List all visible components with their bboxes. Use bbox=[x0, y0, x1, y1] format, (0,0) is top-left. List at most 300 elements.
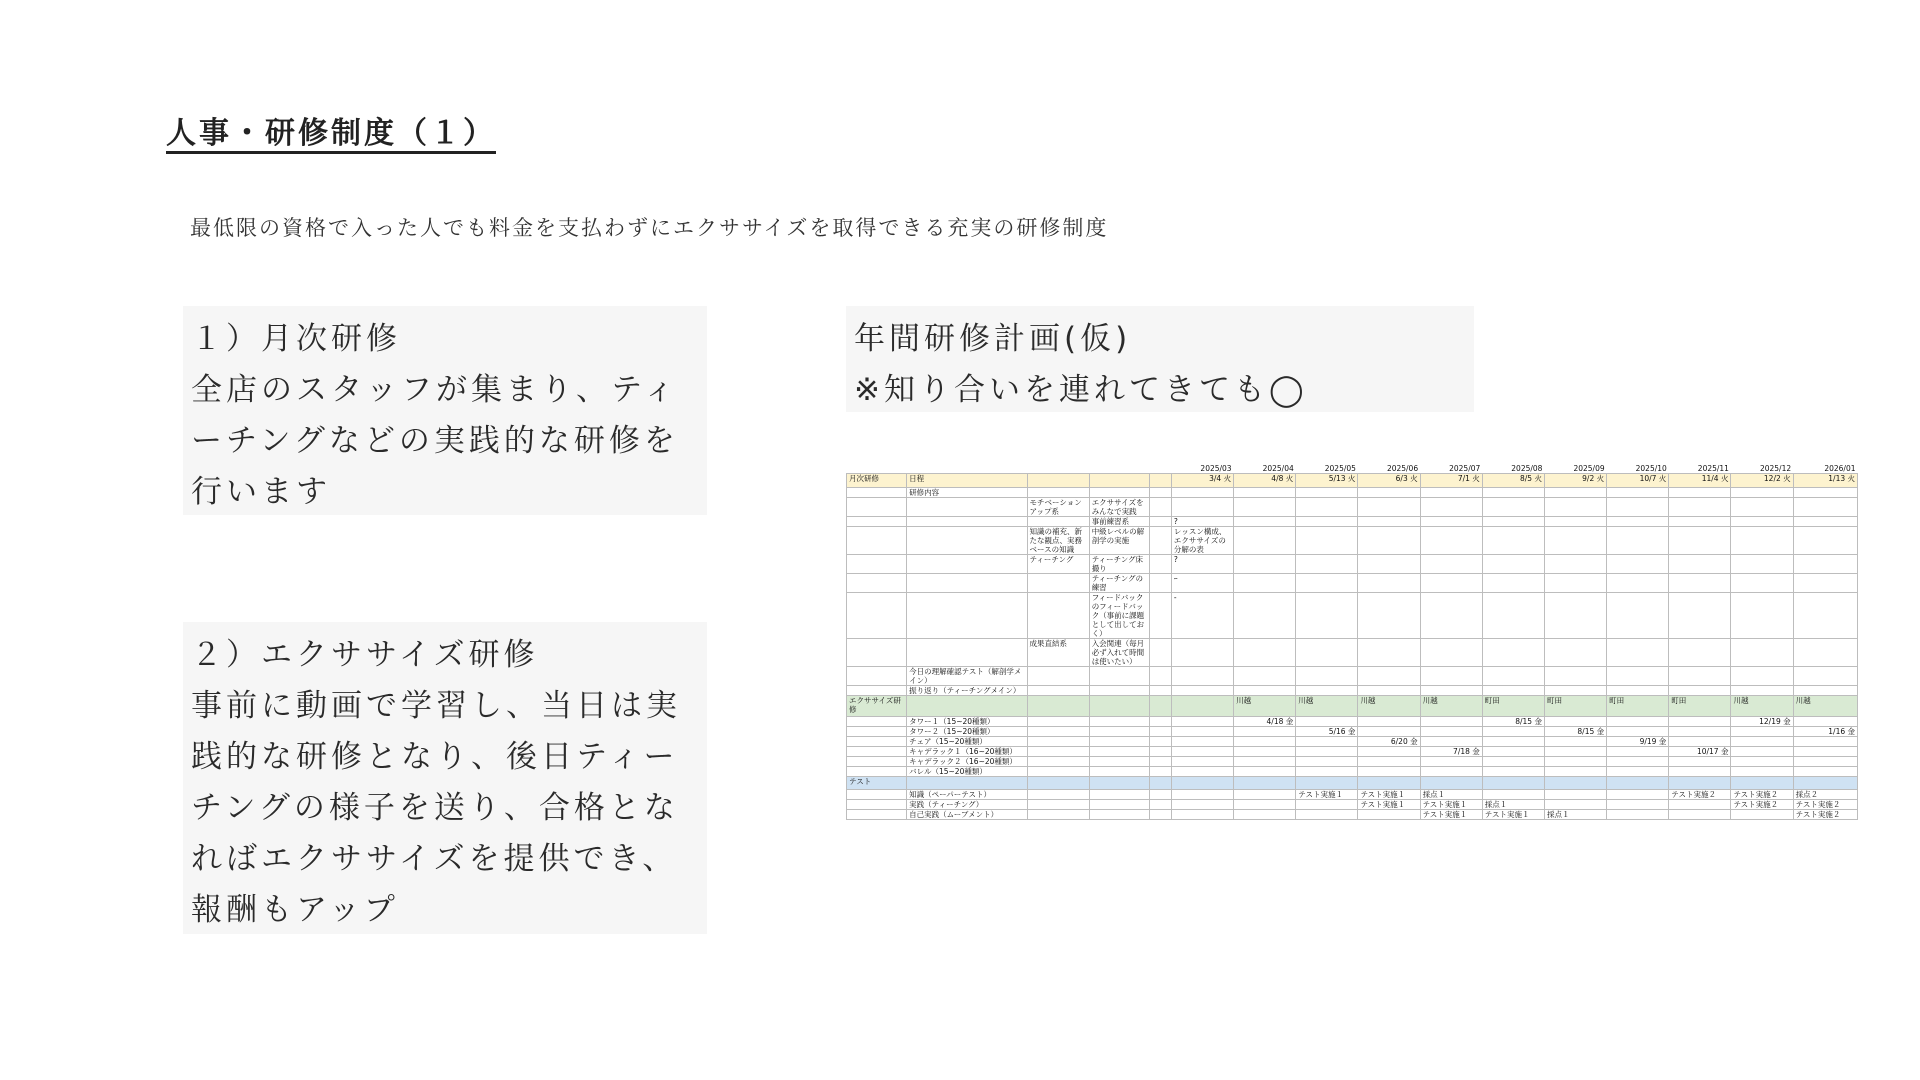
spacer-cell bbox=[847, 498, 907, 517]
month-cell bbox=[1669, 717, 1731, 727]
month-cell bbox=[1793, 717, 1857, 727]
month-cell bbox=[1544, 527, 1606, 555]
month-cell bbox=[1731, 639, 1793, 667]
month-cell bbox=[1296, 639, 1358, 667]
month-cell bbox=[1234, 810, 1296, 820]
spacer-cell bbox=[1731, 777, 1793, 790]
month-cell bbox=[1234, 800, 1296, 810]
month-cell bbox=[1669, 810, 1731, 820]
month-cell bbox=[1296, 810, 1358, 820]
schedule-date-cell: 8/5 火 bbox=[1482, 474, 1544, 488]
spacer-cell bbox=[847, 767, 907, 777]
content-item-cell: フィードバックのフィードバック（事前に課題として出しておく） bbox=[1089, 593, 1149, 639]
month-cell: 8/15 金 bbox=[1482, 717, 1544, 727]
month-cell: 5/16 金 bbox=[1296, 727, 1358, 737]
month-cell bbox=[1607, 517, 1669, 527]
month-header-cell: 2025/05 bbox=[1324, 464, 1356, 473]
schedule-date-cell: 12/2 火 bbox=[1731, 474, 1793, 488]
spacer-cell bbox=[907, 696, 1027, 717]
month-cell bbox=[1544, 639, 1606, 667]
month-cell bbox=[1420, 639, 1482, 667]
exercise-name-cell: キャデラック２（16~20種類） bbox=[907, 757, 1027, 767]
month-cell bbox=[1731, 747, 1793, 757]
month-cell bbox=[1669, 527, 1731, 555]
month-cell bbox=[1482, 686, 1544, 696]
training-content-row bbox=[847, 498, 1858, 517]
month-cell bbox=[1358, 488, 1420, 498]
spacer-cell bbox=[1089, 757, 1149, 767]
month-cell bbox=[1482, 767, 1544, 777]
test-row bbox=[847, 790, 1858, 800]
monthly-training-heading: １）月次研修 bbox=[191, 321, 401, 357]
spacer-cell bbox=[847, 686, 907, 696]
month-cell bbox=[1296, 767, 1358, 777]
month-cell bbox=[1544, 593, 1606, 639]
month-cell bbox=[1669, 498, 1731, 517]
month-cell bbox=[1358, 555, 1420, 574]
content-label-cell bbox=[907, 527, 1027, 555]
month-cell bbox=[1544, 737, 1606, 747]
month-cell bbox=[1296, 717, 1358, 727]
month-cell bbox=[1296, 498, 1358, 517]
staff-cell: 町田 bbox=[1669, 696, 1731, 717]
month-cell bbox=[1793, 593, 1857, 639]
month-cell bbox=[1607, 767, 1669, 777]
month-cell bbox=[1171, 488, 1233, 498]
test-name-cell: 自己実践（ムーブメント） bbox=[907, 810, 1027, 820]
spacer-cell bbox=[847, 727, 907, 737]
row-label-cell: 月次研修 bbox=[847, 474, 907, 488]
spacer-cell bbox=[1027, 717, 1089, 727]
spacer-cell bbox=[1089, 767, 1149, 777]
month-cell: 9/19 金 bbox=[1607, 737, 1669, 747]
month-cell bbox=[1296, 488, 1358, 498]
month-cell bbox=[1358, 727, 1420, 737]
exercise-row bbox=[847, 727, 1858, 737]
spacer-cell bbox=[1149, 686, 1171, 696]
month-cell bbox=[1731, 527, 1793, 555]
month-cell bbox=[1358, 717, 1420, 727]
staff-cell bbox=[1171, 696, 1233, 717]
training-content-row bbox=[847, 639, 1858, 667]
spacer-cell bbox=[1482, 777, 1544, 790]
spacer-cell bbox=[1027, 777, 1089, 790]
test-section-row bbox=[847, 777, 1858, 790]
month-cell bbox=[1669, 488, 1731, 498]
spacer-cell bbox=[847, 555, 907, 574]
month-cell bbox=[1731, 593, 1793, 639]
month-cell bbox=[1669, 517, 1731, 527]
month-cell bbox=[1358, 527, 1420, 555]
content-item-cell: 入会関連（毎月必ず入れて時間は使いたい） bbox=[1089, 639, 1149, 667]
month-cell bbox=[1793, 686, 1857, 696]
month-cell: テスト実施２ bbox=[1731, 800, 1793, 810]
exercise-name-cell: キャデラック１（16~20種類） bbox=[907, 747, 1027, 757]
month-cell bbox=[1607, 810, 1669, 820]
content-item-cell: 中級レベルの解剖学の実施 bbox=[1089, 527, 1149, 555]
training-content-row bbox=[847, 686, 1858, 696]
month-cell: テスト実施１ bbox=[1482, 810, 1544, 820]
month-cell bbox=[1358, 810, 1420, 820]
spacer-cell bbox=[1149, 790, 1171, 800]
month-cell bbox=[1544, 498, 1606, 517]
test-row bbox=[847, 810, 1858, 820]
month-cell bbox=[1171, 639, 1233, 667]
spacer-cell bbox=[1149, 727, 1171, 737]
spacer-cell bbox=[1089, 747, 1149, 757]
spacer-cell bbox=[847, 488, 907, 498]
spacer-cell bbox=[1027, 810, 1089, 820]
content-category-cell bbox=[1027, 667, 1089, 686]
month-cell bbox=[1420, 767, 1482, 777]
exercise-training-body: 事前に動画で学習し、当日は実践的な研修となり、後日ティーチングの様子を送り、合格となればエクササイズを提供でき、報酬もアップ bbox=[191, 688, 681, 928]
month-cell bbox=[1171, 757, 1233, 767]
month-cell bbox=[1234, 686, 1296, 696]
spacer-cell bbox=[1089, 790, 1149, 800]
month-cell bbox=[1731, 488, 1793, 498]
month-cell: 採点１ bbox=[1482, 800, 1544, 810]
month-cell: 8/15 金 bbox=[1544, 727, 1606, 737]
month-header-cell: 2025/11 bbox=[1697, 464, 1729, 473]
month-cell bbox=[1793, 574, 1857, 593]
spacer-cell bbox=[847, 593, 907, 639]
month-cell bbox=[1669, 555, 1731, 574]
month-cell bbox=[1358, 747, 1420, 757]
month-cell bbox=[1669, 593, 1731, 639]
header-spacer-cell bbox=[847, 460, 907, 474]
spacer-cell bbox=[1149, 737, 1171, 747]
month-cell bbox=[1482, 488, 1544, 498]
spacer-cell bbox=[1149, 527, 1171, 555]
row-label-cell: 日程 bbox=[907, 474, 1027, 488]
month-cell bbox=[1234, 574, 1296, 593]
month-cell bbox=[1358, 517, 1420, 527]
exercise-name-cell: タワー２（15~20種類） bbox=[907, 727, 1027, 737]
staff-cell: 町田 bbox=[1482, 696, 1544, 717]
training-content-row bbox=[847, 667, 1858, 686]
spacer-cell bbox=[1607, 777, 1669, 790]
header-spacer-cell bbox=[1149, 460, 1171, 474]
month-cell bbox=[1482, 727, 1544, 737]
month-cell: 6/20 金 bbox=[1358, 737, 1420, 747]
month-cell bbox=[1793, 667, 1857, 686]
content-category-cell bbox=[1027, 574, 1089, 593]
month-cell bbox=[1731, 757, 1793, 767]
spacer-cell bbox=[1149, 667, 1171, 686]
exercise-name-cell: バレル（15~20種類） bbox=[907, 767, 1027, 777]
month-cell bbox=[1544, 574, 1606, 593]
month-cell bbox=[1171, 717, 1233, 727]
month-cell bbox=[1731, 574, 1793, 593]
annual-plan-note: ※知り合いを連れてきても◯ bbox=[854, 372, 1308, 408]
month-cell bbox=[1296, 517, 1358, 527]
content-category-cell bbox=[1027, 517, 1089, 527]
month-cell bbox=[1234, 737, 1296, 747]
staff-cell: 川越 bbox=[1358, 696, 1420, 717]
month-cell bbox=[1234, 639, 1296, 667]
content-label-cell bbox=[907, 639, 1027, 667]
month-cell bbox=[1234, 757, 1296, 767]
exercise-row bbox=[847, 747, 1858, 757]
spacer-cell bbox=[1027, 800, 1089, 810]
schedule-table bbox=[846, 460, 1858, 820]
month-cell bbox=[1296, 593, 1358, 639]
month-cell bbox=[1482, 757, 1544, 767]
spacer-cell bbox=[1089, 474, 1149, 488]
month-cell bbox=[1296, 800, 1358, 810]
spacer-cell bbox=[1544, 777, 1606, 790]
spacer-cell bbox=[1149, 717, 1171, 727]
page-subtitle: 最低限の資格で入った人でも料金を支払わずにエクササイズを取得できる充実の研修制度 bbox=[190, 216, 1109, 240]
month-cell bbox=[1731, 767, 1793, 777]
spacer-cell bbox=[1089, 777, 1149, 790]
month-cell: 12/19 金 bbox=[1731, 717, 1793, 727]
test-name-cell: 知識（ペーパーテスト） bbox=[907, 790, 1027, 800]
exercise-name-cell: タワー１（15~20種類） bbox=[907, 717, 1027, 727]
content-label-cell: 今日の理解確認テスト（解剖学メイン） bbox=[907, 667, 1027, 686]
spacer-cell bbox=[847, 810, 907, 820]
month-cell bbox=[1358, 767, 1420, 777]
month-cell: レッスン構成、エクササイズの分解の表 bbox=[1171, 527, 1233, 555]
spacer-cell bbox=[847, 757, 907, 767]
month-cell: テスト実施１ bbox=[1358, 790, 1420, 800]
staff-cell: 川越 bbox=[1731, 696, 1793, 717]
month-cell bbox=[1544, 800, 1606, 810]
month-cell bbox=[1358, 574, 1420, 593]
monthly-training-body: 全店のスタッフが集まり、ティーチングなどの実践的な研修を行います bbox=[191, 372, 679, 510]
month-cell bbox=[1607, 747, 1669, 757]
spacer-cell bbox=[1089, 810, 1149, 820]
month-cell bbox=[1793, 517, 1857, 527]
content-label-cell bbox=[907, 574, 1027, 593]
month-cell bbox=[1420, 667, 1482, 686]
month-cell: 4/18 金 bbox=[1234, 717, 1296, 727]
training-content-row bbox=[847, 488, 1858, 498]
staff-cell: 川越 bbox=[1234, 696, 1296, 717]
annual-plan-spreadsheet bbox=[846, 460, 1858, 912]
month-header-cell: 2026/01 bbox=[1824, 464, 1856, 473]
month-cell bbox=[1482, 527, 1544, 555]
month-cell bbox=[1669, 639, 1731, 667]
content-label-cell: 振り返り（ティーチングメイン） bbox=[907, 686, 1027, 696]
month-cell: 採点１ bbox=[1544, 810, 1606, 820]
month-cell: テスト実施２ bbox=[1669, 790, 1731, 800]
month-cell bbox=[1358, 757, 1420, 767]
month-cell bbox=[1296, 527, 1358, 555]
spacer-cell bbox=[1089, 727, 1149, 737]
month-cell: テスト実施２ bbox=[1793, 810, 1857, 820]
month-cell bbox=[1420, 737, 1482, 747]
content-item-cell: ティーチング床撮り bbox=[1089, 555, 1149, 574]
exercise-row bbox=[847, 767, 1858, 777]
content-item-cell: 事前練習系 bbox=[1089, 517, 1149, 527]
section-label-cell: テスト bbox=[847, 777, 907, 790]
month-cell bbox=[1420, 488, 1482, 498]
spacer-cell bbox=[1149, 639, 1171, 667]
schedule-date-cell: 9/2 火 bbox=[1544, 474, 1606, 488]
content-item-cell bbox=[1089, 667, 1149, 686]
month-cell bbox=[1234, 767, 1296, 777]
month-cell bbox=[1607, 686, 1669, 696]
spacer-cell bbox=[1027, 747, 1089, 757]
month-cell bbox=[1234, 527, 1296, 555]
spacer-cell bbox=[1149, 747, 1171, 757]
content-item-cell: エクササイズをみんなで実践 bbox=[1089, 498, 1149, 517]
month-cell: テスト実施２ bbox=[1793, 800, 1857, 810]
month-header-row bbox=[847, 460, 1858, 474]
month-cell bbox=[1607, 717, 1669, 727]
spacer-cell bbox=[1027, 737, 1089, 747]
month-cell bbox=[1234, 555, 1296, 574]
month-cell bbox=[1544, 717, 1606, 727]
schedule-row bbox=[847, 474, 1858, 488]
month-cell bbox=[1234, 790, 1296, 800]
schedule-date-cell: 6/3 火 bbox=[1358, 474, 1420, 488]
month-cell: ? bbox=[1171, 517, 1233, 527]
training-content-row bbox=[847, 574, 1858, 593]
month-header-cell: 2025/10 bbox=[1635, 464, 1667, 473]
spacer-cell bbox=[1358, 777, 1420, 790]
month-cell bbox=[1296, 574, 1358, 593]
spacer-cell bbox=[1149, 593, 1171, 639]
spacer-cell bbox=[847, 790, 907, 800]
spacer-cell bbox=[1027, 767, 1089, 777]
training-content-row bbox=[847, 555, 1858, 574]
month-cell bbox=[1420, 757, 1482, 767]
content-category-cell: ティーチング bbox=[1027, 555, 1089, 574]
month-cell bbox=[1793, 498, 1857, 517]
schedule-date-cell: 5/13 火 bbox=[1296, 474, 1358, 488]
header-spacer-cell bbox=[1027, 460, 1089, 474]
month-cell bbox=[1358, 498, 1420, 517]
spacer-cell bbox=[847, 667, 907, 686]
annual-plan-heading: 年間研修計画(仮) bbox=[854, 321, 1132, 357]
section-label-cell: エクササイズ研修 bbox=[847, 696, 907, 717]
training-content-row bbox=[847, 517, 1858, 527]
test-row bbox=[847, 800, 1858, 810]
spacer-cell bbox=[1027, 757, 1089, 767]
month-cell bbox=[1607, 790, 1669, 800]
month-cell bbox=[1482, 498, 1544, 517]
content-label-cell bbox=[907, 498, 1027, 517]
month-cell bbox=[1669, 800, 1731, 810]
month-cell: ? bbox=[1171, 555, 1233, 574]
month-cell bbox=[1793, 527, 1857, 555]
spacer-cell bbox=[1149, 810, 1171, 820]
schedule-date-cell: 1/13 火 bbox=[1793, 474, 1857, 488]
month-cell: ｰ bbox=[1171, 574, 1233, 593]
spacer-cell bbox=[847, 517, 907, 527]
content-item-cell bbox=[1089, 488, 1149, 498]
spacer-cell bbox=[847, 639, 907, 667]
exercise-training-box bbox=[183, 622, 707, 934]
exercise-row bbox=[847, 757, 1858, 767]
month-cell bbox=[1793, 757, 1857, 767]
content-category-cell: 知識の補充、新たな観点、実務ベースの知識 bbox=[1027, 527, 1089, 555]
spacer-cell bbox=[847, 717, 907, 727]
month-cell: テスト実施１ bbox=[1420, 800, 1482, 810]
month-cell bbox=[1171, 790, 1233, 800]
month-cell bbox=[1482, 574, 1544, 593]
month-cell bbox=[1296, 686, 1358, 696]
spacer-cell bbox=[1149, 696, 1171, 717]
spacer-cell bbox=[907, 777, 1027, 790]
test-name-cell: 実践（ティーチング） bbox=[907, 800, 1027, 810]
spacer-cell bbox=[847, 527, 907, 555]
exercise-row bbox=[847, 737, 1858, 747]
month-cell bbox=[1669, 767, 1731, 777]
month-cell bbox=[1669, 727, 1731, 737]
staff-cell: 川越 bbox=[1420, 696, 1482, 717]
spacer-cell bbox=[1149, 517, 1171, 527]
spacer-cell bbox=[1149, 574, 1171, 593]
month-cell bbox=[1731, 555, 1793, 574]
month-cell bbox=[1607, 488, 1669, 498]
header-spacer-cell bbox=[1089, 460, 1149, 474]
spacer-cell bbox=[847, 737, 907, 747]
month-cell bbox=[1358, 639, 1420, 667]
month-cell bbox=[1544, 767, 1606, 777]
spacer-cell bbox=[1027, 727, 1089, 737]
exercise-name-cell: チェア（15~20種類） bbox=[907, 737, 1027, 747]
header-spacer-cell bbox=[907, 460, 1027, 474]
month-cell bbox=[1420, 686, 1482, 696]
month-cell bbox=[1607, 555, 1669, 574]
month-cell: 10/17 金 bbox=[1669, 747, 1731, 757]
month-cell bbox=[1607, 639, 1669, 667]
month-cell: テスト実施１ bbox=[1296, 790, 1358, 800]
content-category-cell: 成果直結系 bbox=[1027, 639, 1089, 667]
month-cell bbox=[1544, 667, 1606, 686]
month-cell bbox=[1607, 800, 1669, 810]
spacer-cell bbox=[1234, 777, 1296, 790]
month-cell bbox=[1544, 686, 1606, 696]
month-cell bbox=[1420, 555, 1482, 574]
month-cell bbox=[1482, 593, 1544, 639]
month-cell bbox=[1731, 727, 1793, 737]
month-cell bbox=[1731, 737, 1793, 747]
spacer-cell bbox=[1149, 767, 1171, 777]
spacer-cell bbox=[1149, 474, 1171, 488]
month-cell bbox=[1731, 686, 1793, 696]
schedule-date-cell: 7/1 火 bbox=[1420, 474, 1482, 488]
month-cell bbox=[1793, 639, 1857, 667]
month-header-cell: 2025/04 bbox=[1262, 464, 1294, 473]
month-cell bbox=[1731, 498, 1793, 517]
content-category-cell bbox=[1027, 686, 1089, 696]
month-cell bbox=[1420, 527, 1482, 555]
content-label-cell bbox=[907, 517, 1027, 527]
staff-cell: 町田 bbox=[1544, 696, 1606, 717]
month-cell bbox=[1793, 488, 1857, 498]
exercise-row bbox=[847, 717, 1858, 727]
staff-cell: 川越 bbox=[1793, 696, 1857, 717]
month-cell bbox=[1171, 747, 1233, 757]
month-cell bbox=[1171, 727, 1233, 737]
month-cell bbox=[1234, 498, 1296, 517]
month-cell: テスト実施１ bbox=[1420, 810, 1482, 820]
month-cell: 採点１ bbox=[1420, 790, 1482, 800]
month-cell bbox=[1482, 555, 1544, 574]
month-cell bbox=[1171, 667, 1233, 686]
month-cell bbox=[1171, 810, 1233, 820]
month-cell bbox=[1793, 737, 1857, 747]
month-cell bbox=[1793, 767, 1857, 777]
month-cell bbox=[1731, 667, 1793, 686]
spacer-cell bbox=[1171, 777, 1233, 790]
month-cell: テスト実施１ bbox=[1358, 800, 1420, 810]
exercise-section-row bbox=[847, 696, 1858, 717]
